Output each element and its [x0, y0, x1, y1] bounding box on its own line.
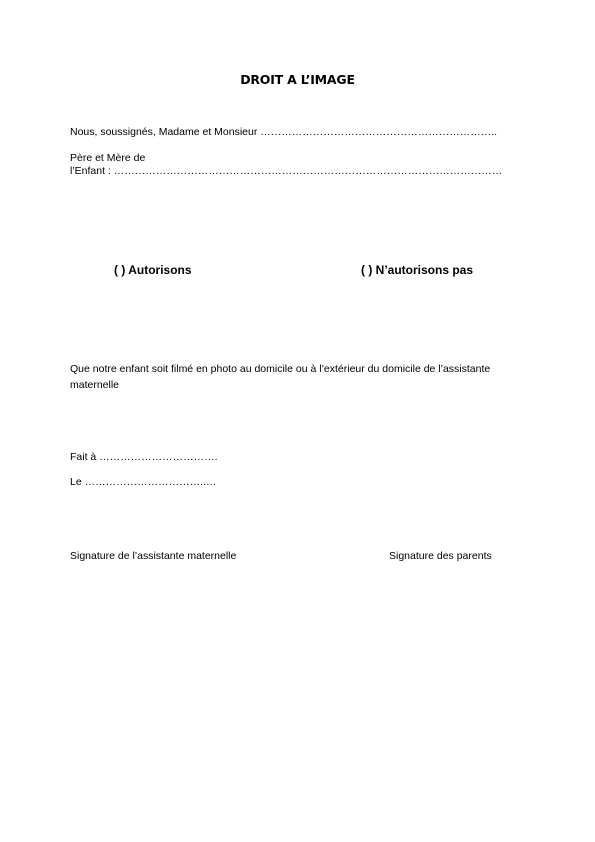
authorize-checkbox[interactable]: ( ) [114, 263, 126, 277]
option-authorize[interactable] [114, 263, 192, 277]
option-not-authorize[interactable] [361, 263, 473, 277]
place-line: Fait à ……………………………. [70, 451, 218, 463]
signature-assistant-label: Signature de l’assistante maternelle [70, 550, 237, 562]
child-name-line: l’Enfant : ………………………………………………………………………………………………… [70, 165, 503, 177]
consent-text-line-2: maternelle [70, 379, 120, 391]
document-title: DROIT A L’IMAGE [240, 72, 355, 87]
not-authorize-checkbox[interactable]: ( ) [361, 263, 373, 277]
date-line: Le ……………………………..… [70, 476, 217, 488]
parents-line-label: Père et Mère de [70, 152, 146, 164]
names-line: Nous, soussignés, Madame et Monsieur ………………………………………………………….. [70, 126, 498, 138]
authorize-label: Autorisons [128, 263, 192, 277]
signature-parents-label: Signature des parents [389, 550, 492, 562]
consent-text-line-1: Que notre enfant soit filmé en photo au domicile ou à l’extérieur du domicile de l’assistante [70, 363, 491, 375]
not-authorize-label: N’autorisons pas [375, 263, 474, 277]
